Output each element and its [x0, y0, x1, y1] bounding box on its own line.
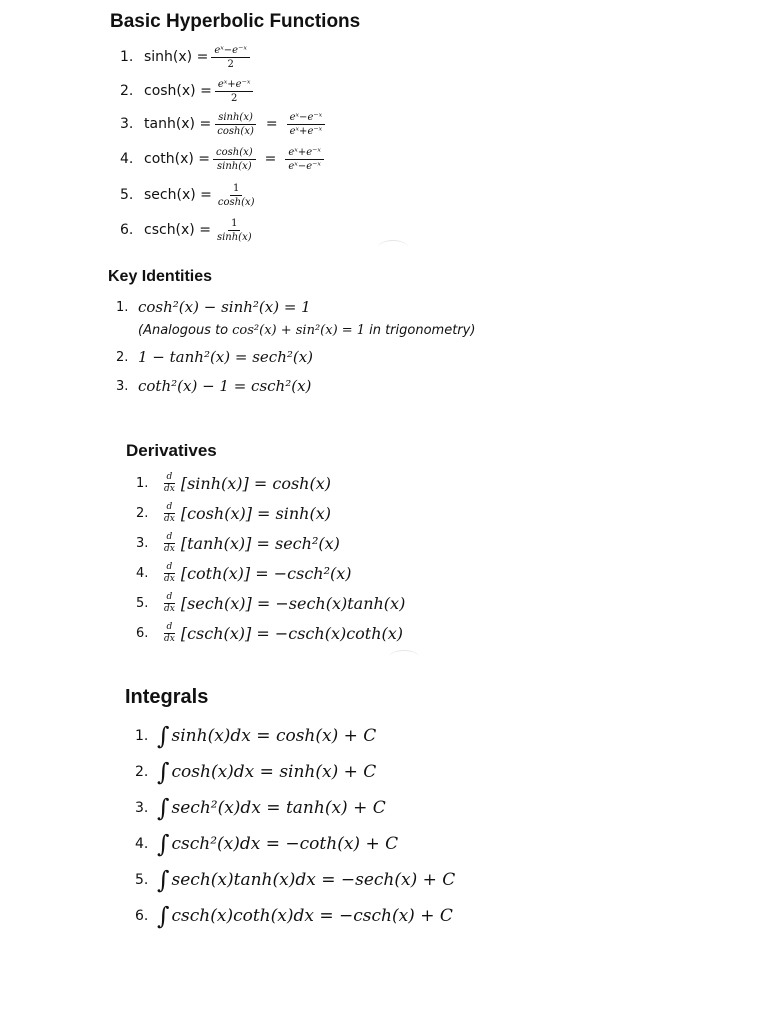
derivative-operator — [161, 473, 178, 494]
function-label: sech(x) = — [144, 187, 212, 203]
item-number: 3. — [135, 800, 149, 816]
integral-sign: ∫ — [157, 902, 170, 930]
item-number: 5. — [135, 872, 149, 888]
item-number: 2. — [136, 505, 149, 521]
integral-sign: ∫ — [157, 830, 170, 858]
derivative-item-2 — [136, 500, 331, 526]
fraction-numerator: eˣ−e⁻ˣ — [211, 45, 250, 58]
fraction — [215, 183, 258, 208]
equals-sign: = — [265, 116, 278, 132]
integral-expression: cosh(x)dx = sinh(x) + C — [171, 762, 377, 782]
equals-sign: = — [264, 151, 277, 167]
d-numerator: d — [164, 623, 176, 634]
item-number: 3. — [136, 535, 149, 551]
d-numerator: d — [164, 563, 176, 574]
derivative-item-1 — [136, 470, 331, 496]
item-number: 4. — [136, 565, 149, 581]
integral-item-1 — [135, 722, 376, 750]
derivative-operator — [161, 623, 178, 644]
item-number: 2. — [120, 83, 134, 99]
d-denominator: dx — [164, 573, 175, 584]
integral-expression: sech(x)tanh(x)dx = −sech(x) + C — [171, 870, 456, 890]
basic-item-6 — [120, 217, 258, 243]
integral-expression: csch²(x)dx = −coth(x) + C — [171, 834, 399, 854]
fraction — [215, 79, 254, 104]
function-label: cosh(x) = — [144, 83, 212, 99]
d-denominator: dx — [164, 633, 175, 644]
identity-item-2 — [116, 346, 313, 368]
fraction-denominator: 2 — [227, 58, 234, 70]
derivative-expression: [sech(x)] = −sech(x)tanh(x) — [180, 593, 406, 613]
d-numerator: d — [164, 533, 176, 544]
item-number: 3. — [116, 378, 129, 394]
integral-item-6 — [135, 902, 453, 930]
derivative-expression: [tanh(x)] = sech²(x) — [180, 533, 340, 553]
fraction — [213, 147, 256, 172]
identity-item-1 — [116, 296, 311, 318]
derivative-item-4 — [136, 560, 352, 586]
fraction-numerator: eˣ+e⁻ˣ — [285, 147, 324, 160]
derivative-operator — [161, 563, 178, 584]
basic-item-4 — [120, 146, 327, 172]
integral-item-3 — [135, 794, 386, 822]
fraction-exponential — [285, 147, 324, 172]
item-number: 5. — [136, 595, 149, 611]
d-numerator: d — [164, 593, 176, 604]
integral-sign: ∫ — [157, 794, 170, 822]
fraction-denominator: cosh(x) — [217, 125, 254, 137]
note-prefix: (Analogous to — [138, 322, 229, 338]
derivative-item-6 — [136, 620, 403, 646]
item-number: 1. — [120, 49, 134, 65]
fraction-denominator: cosh(x) — [217, 196, 255, 208]
integral-expression: csch(x)coth(x)dx = −csch(x) + C — [171, 906, 453, 926]
identity-expression: cosh²(x) − sinh²(x) = 1 — [138, 298, 311, 316]
fraction-numerator: sinh(x) — [215, 112, 256, 125]
d-denominator: dx — [164, 603, 175, 614]
derivative-operator — [161, 503, 178, 524]
fraction-denominator: sinh(x) — [217, 160, 252, 172]
fraction-denominator: sinh(x) — [216, 231, 252, 243]
identity-expression: 1 − tanh²(x) = sech²(x) — [138, 348, 314, 366]
fraction-denominator: 2 — [230, 92, 238, 104]
fraction-numerator: 1 — [230, 183, 242, 196]
item-number: 3. — [120, 116, 134, 132]
fraction-numerator: cosh(x) — [213, 147, 256, 160]
fraction-numerator: 1 — [228, 218, 240, 231]
note-expression: cos²(x) + sin²(x) = 1 — [232, 322, 366, 338]
item-number: 6. — [120, 222, 134, 238]
d-numerator: d — [164, 473, 176, 484]
integral-item-2 — [135, 758, 376, 786]
integral-item-4 — [135, 830, 398, 858]
key-identities-heading: Key Identities — [108, 268, 213, 285]
derivative-expression: [sinh(x)] = cosh(x) — [180, 473, 331, 493]
d-denominator: dx — [164, 483, 175, 494]
fraction-denominator: eˣ−e⁻ˣ — [288, 160, 321, 172]
integral-expression: sech²(x)dx = tanh(x) + C — [171, 798, 386, 818]
identity-note — [138, 320, 475, 340]
derivative-expression: [cosh(x)] = sinh(x) — [180, 503, 331, 523]
fraction — [211, 45, 250, 70]
function-label: coth(x) = — [144, 151, 211, 167]
item-number: 6. — [135, 908, 149, 924]
item-number: 4. — [120, 151, 134, 167]
derivative-expression: [csch(x)] = −csch(x)coth(x) — [180, 623, 404, 643]
fraction-numerator: eˣ−e⁻ˣ — [287, 112, 326, 125]
basic-item-1 — [120, 44, 253, 70]
integral-item-5 — [135, 866, 455, 894]
integrals-heading: Integrals — [125, 686, 209, 708]
item-number: 4. — [135, 836, 149, 852]
function-label: sinh(x) = — [144, 49, 209, 65]
identity-item-3 — [116, 375, 311, 397]
integral-sign: ∫ — [157, 722, 170, 750]
faint-arc-decoration — [378, 240, 408, 255]
note-suffix: in trigonometry) — [369, 322, 476, 338]
derivative-item-5 — [136, 590, 405, 616]
fraction-exponential — [287, 112, 326, 137]
integral-expression: sinh(x)dx = cosh(x) + C — [171, 726, 377, 746]
derivatives-heading: Derivatives — [126, 441, 217, 460]
item-number: 1. — [136, 475, 149, 491]
fraction — [214, 218, 255, 243]
derivative-operator — [161, 533, 178, 554]
item-number: 6. — [136, 625, 149, 641]
fraction-numerator: eˣ+e⁻ˣ — [215, 79, 254, 92]
basic-item-5 — [120, 182, 261, 208]
integral-sign: ∫ — [157, 866, 170, 894]
item-number: 1. — [116, 299, 129, 315]
basic-item-3 — [120, 111, 328, 137]
item-number: 1. — [135, 728, 149, 744]
function-label: csch(x) = — [144, 222, 211, 238]
item-number: 5. — [120, 187, 134, 203]
d-numerator: d — [164, 503, 176, 514]
identity-expression: coth²(x) − 1 = csch²(x) — [138, 377, 312, 395]
faint-arc-decoration — [389, 650, 419, 665]
basic-functions-heading: Basic Hyperbolic Functions — [110, 11, 361, 32]
basic-item-2 — [120, 78, 256, 104]
d-denominator: dx — [164, 513, 175, 524]
item-number: 2. — [135, 764, 149, 780]
integral-sign: ∫ — [157, 758, 170, 786]
d-denominator: dx — [164, 543, 175, 554]
function-label: tanh(x) = — [144, 116, 212, 132]
fraction — [214, 112, 257, 137]
item-number: 2. — [116, 349, 129, 365]
derivative-item-3 — [136, 530, 340, 556]
fraction-denominator: eˣ+e⁻ˣ — [289, 125, 323, 137]
derivative-expression: [coth(x)] = −csch²(x) — [180, 563, 352, 583]
derivative-operator — [161, 593, 178, 614]
